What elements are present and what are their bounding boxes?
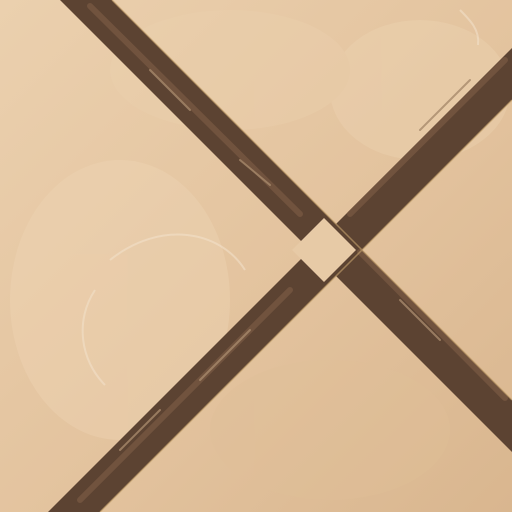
tile-shade-bottom: [210, 360, 450, 500]
